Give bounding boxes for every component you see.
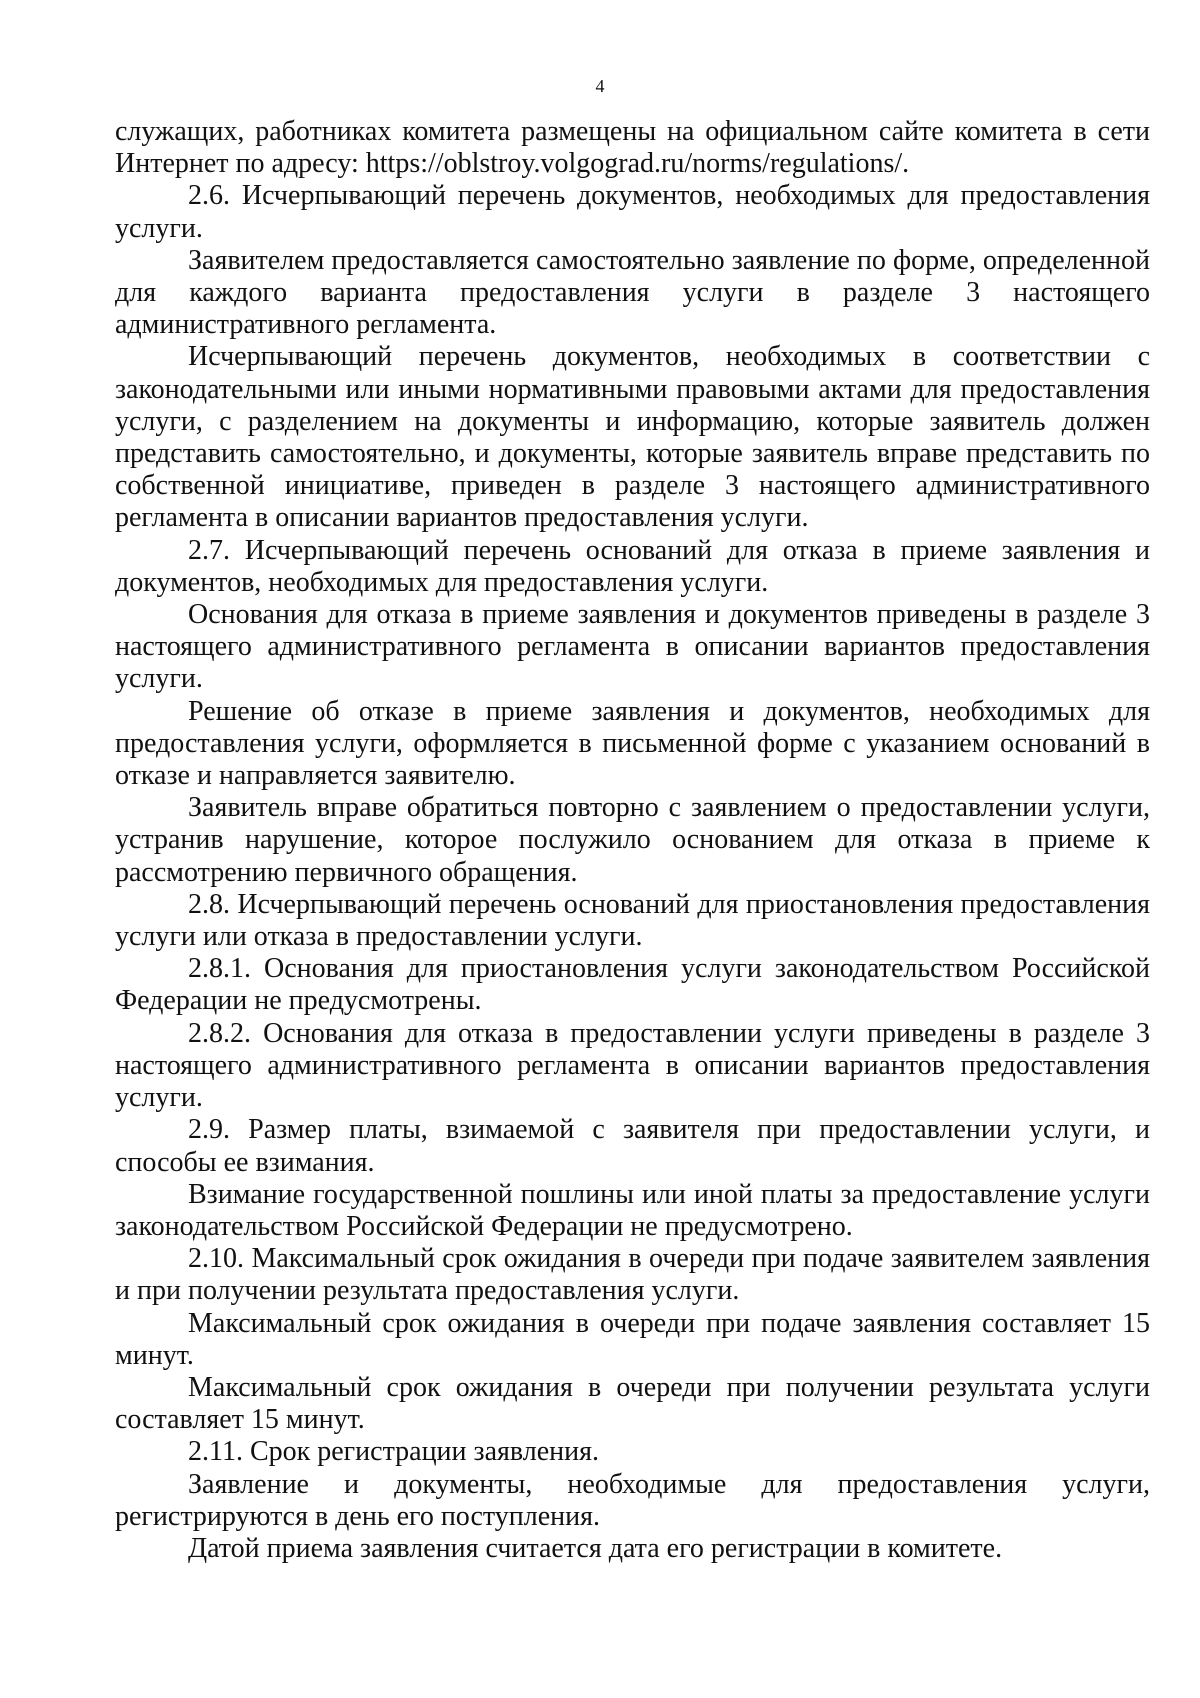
paragraph-10: 2.8.1. Основания для приостановления услуги законодательством Российской Федерации не предусмотрены. — [115, 953, 1150, 1017]
paragraph-15: Максимальный срок ожидания в очереди при подаче заявления составляет 15 минут. — [115, 1307, 1150, 1371]
paragraph-12: 2.9. Размер платы, взимаемой с заявителя при предоставлении услуги, и способы ее взимания. — [115, 1114, 1150, 1178]
paragraph-13: Взимание государственной пошлины или иной платы за предоставление услуги законодательством Российской Федерации не предусмотрено. — [115, 1178, 1150, 1242]
paragraph-9: 2.8. Исчерпывающий перечень оснований для приостановления предоставления услуги или отказа в предоставлении услуги. — [115, 888, 1150, 953]
paragraph-7: Решение об отказе в приеме заявления и документов, необходимых для предоставления услуги, оформляется в письменной форме с указанием оснований в отказе и направляется заявителю. — [115, 695, 1150, 792]
paragraph-11: 2.8.2. Основания для отказа в предоставлении услуги приведены в разделе 3 настоящего административного регламента в описании вариантов предоставления услуги. — [115, 1017, 1150, 1114]
paragraph-18: Заявление и документы, необходимые для предоставления услуги, регистрируются в день его поступления. — [115, 1468, 1150, 1532]
paragraph-17: 2.11. Срок регистрации заявления. — [188, 1436, 599, 1468]
paragraph-1: служащих, работниках комитета размещены на официальном сайте комитета в сети Интернет по адресу: https://oblstroy.volgograd.ru/norms/regulations/. — [115, 116, 1150, 180]
paragraph-2: 2.6. Исчерпывающий перечень документов, необходимых для предоставления услуги. — [115, 180, 1150, 244]
document-body — [115, 116, 1150, 1565]
paragraph-16: Максимальный срок ожидания в очереди при получении результата услуги составляет 15 минут. — [115, 1371, 1150, 1436]
page-number: 4 — [595, 76, 605, 96]
paragraph-5: 2.7. Исчерпывающий перечень оснований для отказа в приеме заявления и документов, необходимых для предоставления услуги. — [115, 534, 1150, 598]
paragraph-8: Заявитель вправе обратиться повторно с заявлением о предоставлении услуги, устранив нарушение, которое послужило основанием для отказа в приеме к рассмотрению первичного обращения. — [115, 792, 1150, 888]
paragraph-4: Исчерпывающий перечень документов, необходимых в соответствии с законодательными или иными нормативными правовыми актами для предоставления услуги, с разделением на документы и информацию, которые заявитель должен представить самостоятельно, и документы, которые заявитель вправе представить по собственной инициативе, приведен в разделе 3 настоящего административного регламента в описании вариантов предоставления услуги. — [115, 341, 1150, 534]
paragraph-3: Заявителем предоставляется самостоятельно заявление по форме, определенной для каждого варианта предоставления услуги в разделе 3 настоящего административного регламента. — [115, 244, 1150, 341]
paragraph-14: 2.10. Максимальный срок ожидания в очереди при подаче заявителем заявления и при получении результата предоставления услуги. — [115, 1243, 1150, 1307]
paragraph-6: Основания для отказа в приеме заявления и документов приведены в разделе 3 настоящего административного регламента в описании вариантов предоставления услуги. — [115, 599, 1150, 695]
paragraph-19: Датой приема заявления считается дата его регистрации в комитете. — [188, 1532, 1003, 1564]
